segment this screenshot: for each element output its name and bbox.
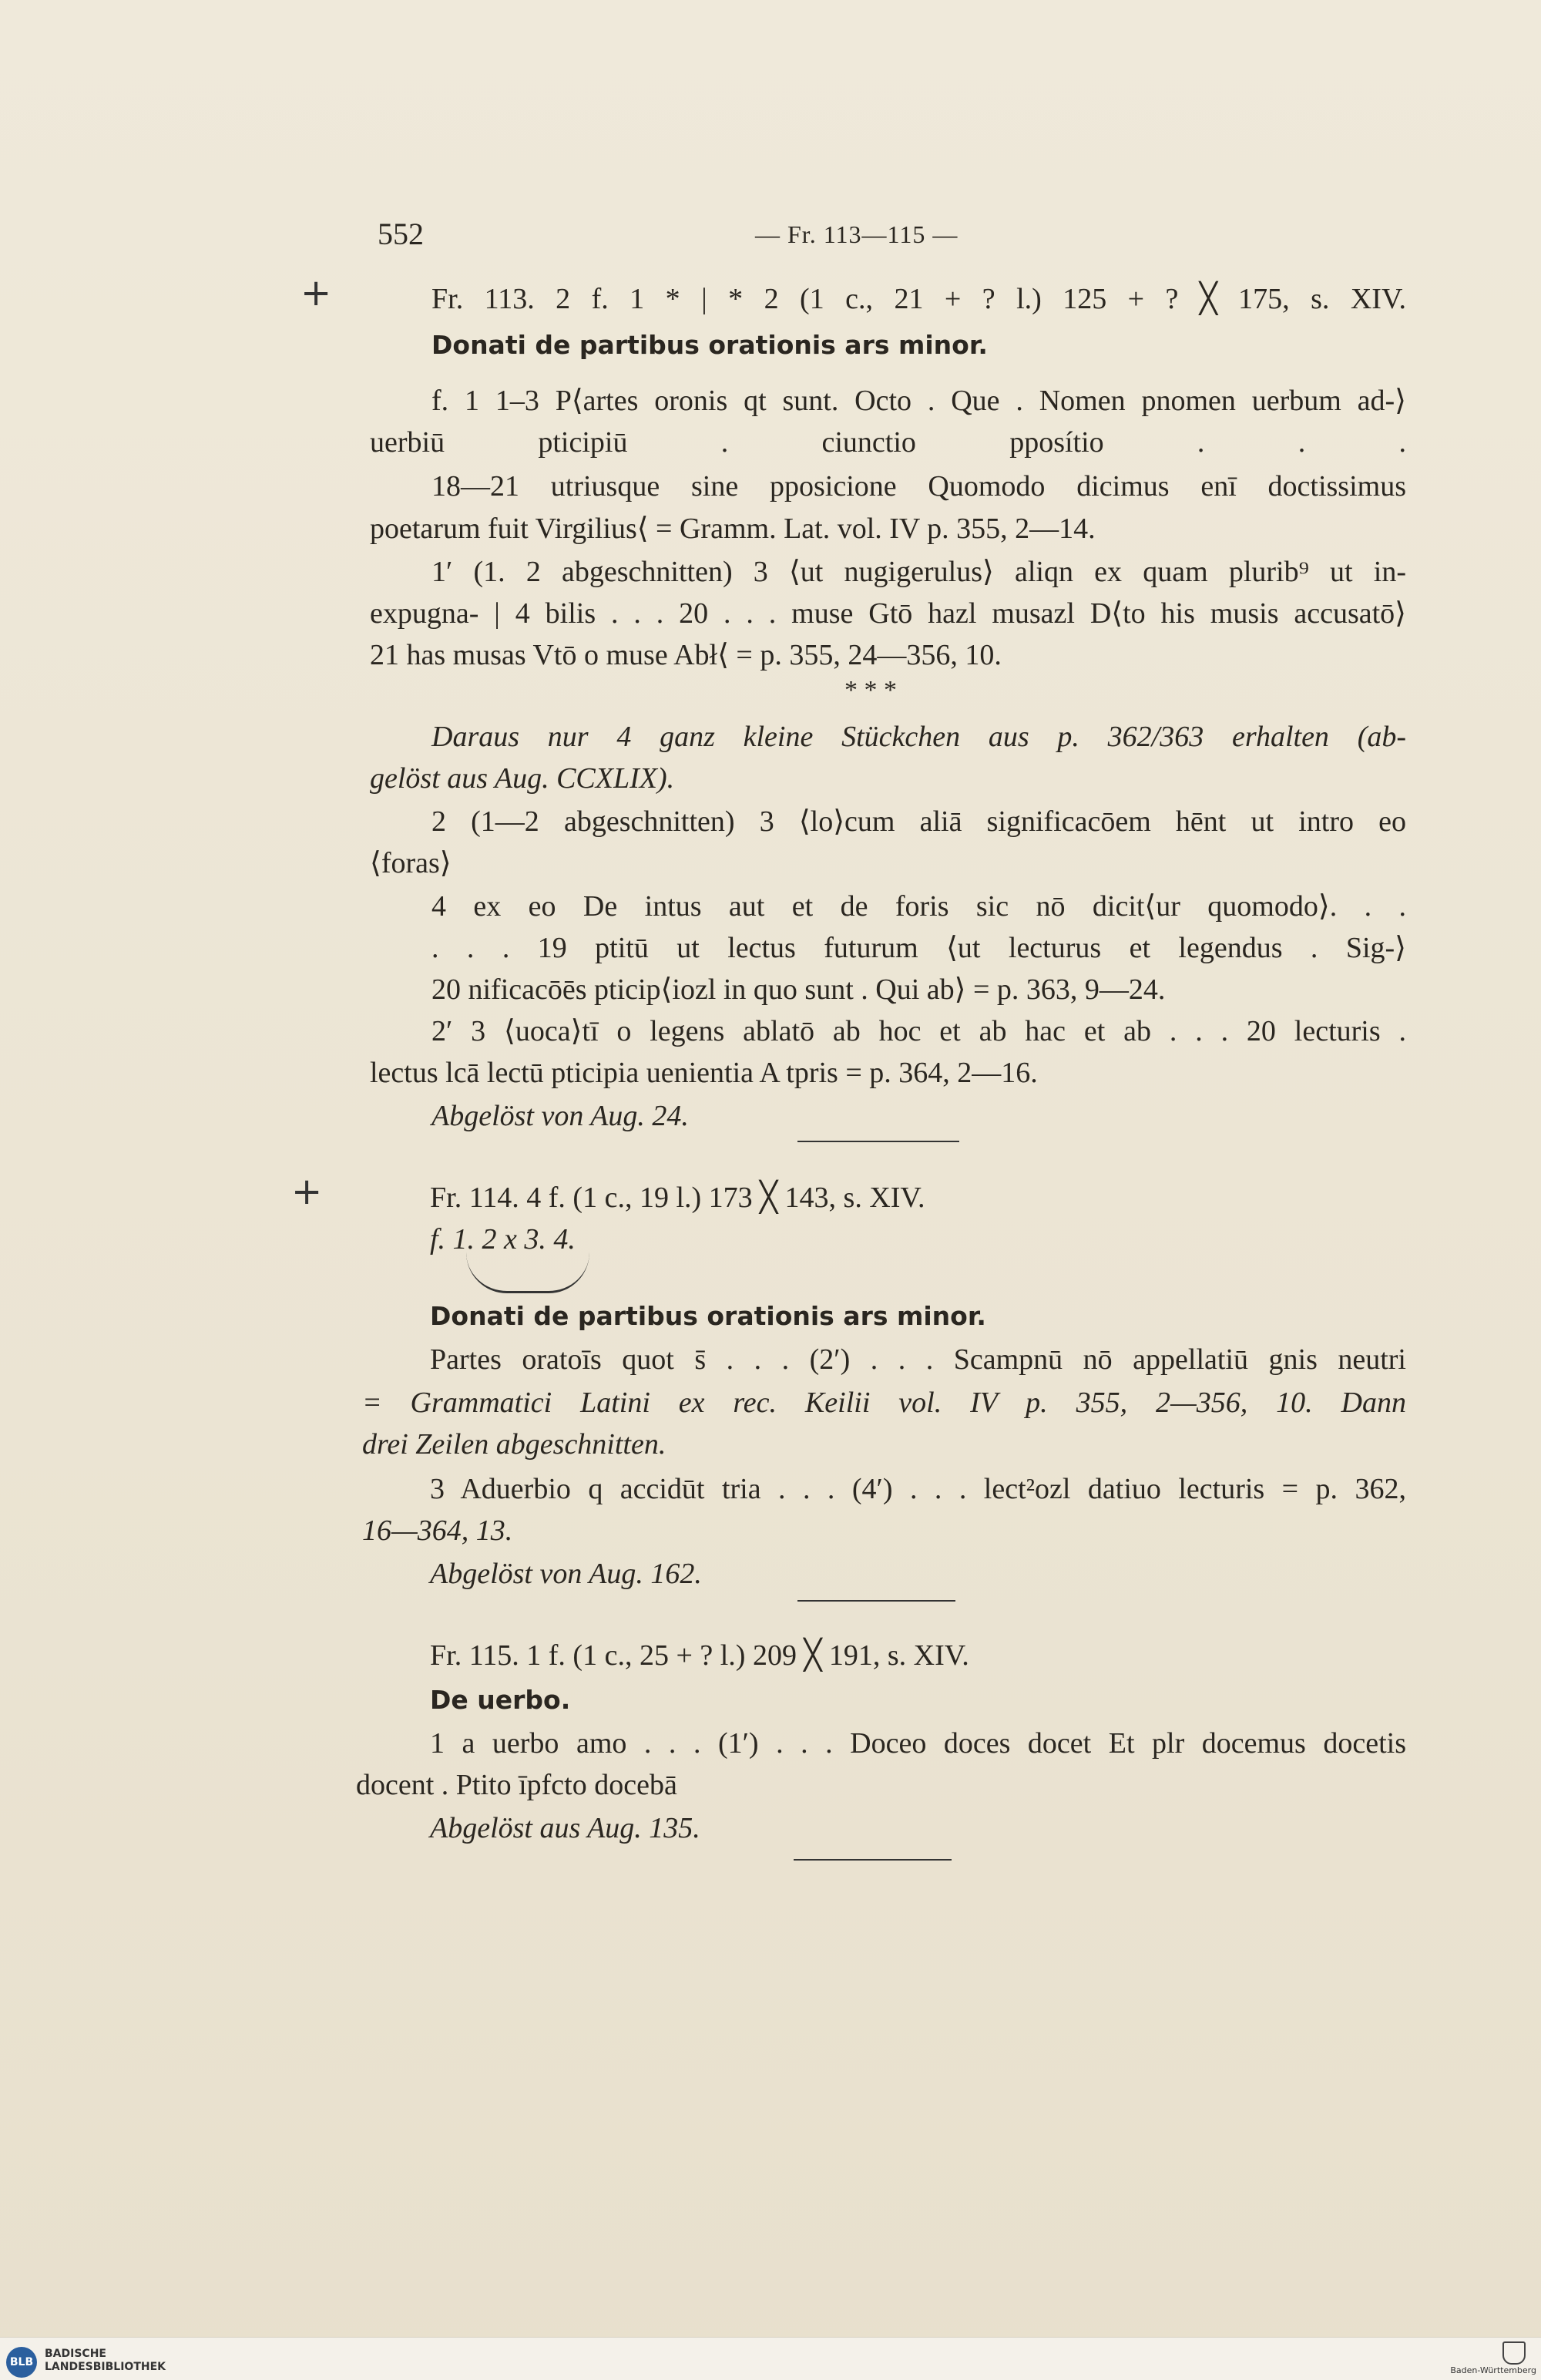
margin-mark-fr114: + (291, 1170, 323, 1213)
fr113-provenance: Abgelöst von Aug. 24. (431, 1100, 689, 1132)
library-name-line: LANDESBIBLIOTHEK (45, 2361, 166, 2373)
fr114-heading: Fr. 114. 4 f. (1 c., 19 l.) 173 ╳ 143, s. XIV. (430, 1182, 925, 1214)
library-name-line: BADISCHE (45, 2348, 106, 2360)
fr115-line: 1 a uerbo amo . . . (1′) . . . Doceo doces docet Et plr docemus docetis (430, 1727, 1406, 1760)
section-rule (797, 1600, 955, 1602)
section-stars: * * * (844, 676, 897, 704)
fr113-line: 1′ (1. 2 abgeschnitten) 3 ⟨ut nugigerulus⟩ aliqn ex quam plurib⁹ ut in- (431, 556, 1406, 588)
fr114-line: Partes oratoīs quot s̄ . . . (2′) . . . Scampnū nō appellatiū gnis neutri (430, 1343, 1406, 1376)
fr115-line: docent . Ptito īpfcto docebā (356, 1769, 677, 1801)
fr114-folio-note: f. 1. 2 x 3. 4. (430, 1223, 576, 1256)
fr113-line: 2′ 3 ⟨uoca⟩tī o legens ablatō ab hoc et ab hac et ab . . . 20 lecturis . (431, 1015, 1406, 1047)
library-name (45, 2348, 166, 2374)
running-head: — Fr. 113—115 — (755, 220, 959, 248)
fr113-line: 4 ex eo De intus aut et de foris sic nō dicit⟨ur quomodo⟩. . . (431, 890, 1406, 923)
state-name: Baden-Württemberg (1450, 2365, 1536, 2375)
fr113-line: 2 (1—2 abgeschnitten) 3 ⟨lo⟩cum aliā significacōem hēnt ut intro eo (431, 805, 1406, 838)
fr114-provenance: Abgelöst von Aug. 162. (430, 1558, 702, 1590)
fr113-line: f. 1 1–3 P⟨artes oronis qt sunt. Octo . Que . Nomen pnomen uerbum ad-⟩ (431, 385, 1406, 417)
fr114-line: drei Zeilen abgeschnitten. (362, 1428, 666, 1461)
section-rule (794, 1859, 952, 1861)
section-rule (797, 1141, 959, 1142)
state-crest-icon (1502, 2341, 1526, 2365)
fr113-note: Daraus nur 4 ganz kleine Stückchen aus p. 362/363 erhalten (ab- (431, 721, 1406, 753)
fr113-line: 20 nificacōēs pticip⟨iozl in quo sunt . Qui ab⟩ = p. 363, 9—24. (431, 973, 1166, 1006)
fr113-line: poetarum fuit Virgilius⟨ = Gramm. Lat. vol. IV p. 355, 2—14. (370, 513, 1096, 545)
fr113-line: 18—21 utriusque sine pposicione Quomodo dicimus enī doctissimus (431, 470, 1406, 503)
fr115-heading: Fr. 115. 1 f. (1 c., 25 + ? l.) 209 ╳ 191, s. XIV. (430, 1639, 969, 1672)
margin-mark-fr113: + (300, 271, 332, 314)
fr115-provenance: Abgelöst aus Aug. 135. (430, 1812, 700, 1844)
fr114-line: 3 Aduerbio q accidūt tria . . . (4′) . . . lect²ozl datiuo lecturis = p. 362, (430, 1473, 1406, 1505)
fr114-line: 16—364, 13. (362, 1514, 513, 1547)
fr113-line: 21 has musas Vtō o muse Abł⟨ = p. 355, 24—356, 10. (370, 639, 1002, 671)
fr113-line: lectus lcā lectū pticipia uenientia A tpris = p. 364, 2—16. (370, 1057, 1038, 1089)
fr114-title: Donati de partibus orationis ars minor. (430, 1301, 986, 1331)
blb-logo-icon: BLB (6, 2347, 37, 2378)
fr115-title: De uerbo. (430, 1685, 571, 1715)
fr113-line: uerbiū pticipiū . ciunctio pposítio . . . (370, 426, 1406, 459)
fr113-line: ⟨foras⟩ (370, 847, 452, 879)
fr113-line: . . . 19 ptitū ut lectus futurum ⟨ut lecturus et legendus . Sig-⟩ (431, 932, 1406, 964)
fr113-title: Donati de partibus orationis ars minor. (431, 330, 988, 360)
fr113-line: expugna- | 4 bilis . . . 20 . . . muse Gtō hazl musazl D⟨to his musis accusatō⟩ (370, 597, 1406, 630)
page-header (378, 216, 1433, 254)
page-number: 552 (378, 217, 424, 251)
folio-brace (466, 1252, 589, 1293)
fr114-line: = Grammatici Latini ex rec. Keilii vol. IV p. 355, 2—356, 10. Dann (362, 1387, 1406, 1419)
fr113-heading: Fr. 113. 2 f. 1 * | * 2 (1 c., 21 + ? l.) 125 + ? ╳ 175, s. XIV. (431, 283, 1406, 315)
fr113-note: gelöst aus Aug. CCXLIX). (370, 762, 675, 795)
footer-bar (0, 2337, 1541, 2380)
